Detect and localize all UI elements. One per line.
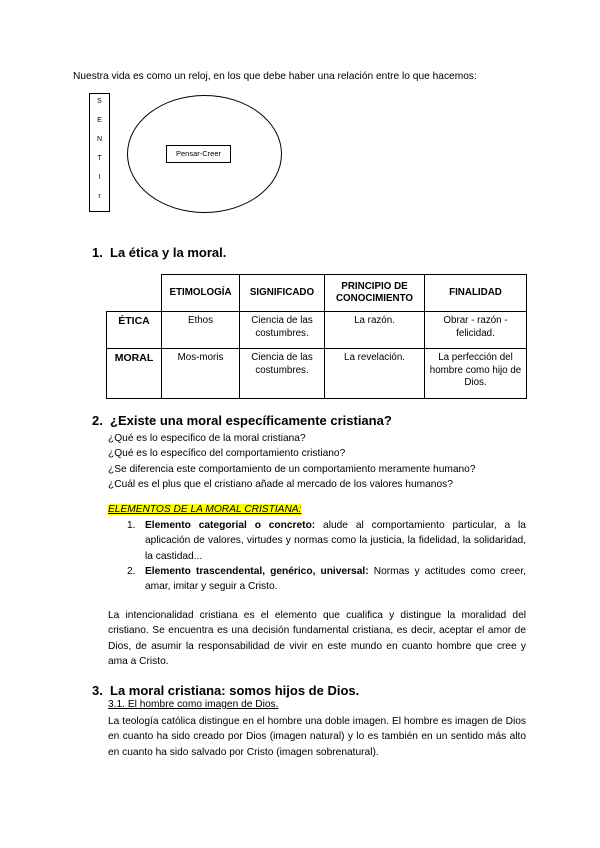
list-item-term: Elemento categorial o concreto: [145,520,316,531]
subsection-heading: 3.1. El hombre como imagen de Dios. [108,699,279,710]
table-header-row [107,275,527,312]
list-item-text: alude al comportamiento particular, a la aplicación de valores, virtudes y normas como la justicia, la fidelidad, la solidaridad, la castidad... [145,520,526,562]
table-corner-cell [107,275,162,312]
table-cell: La revelación. [325,349,425,399]
sentir-letter: N [96,136,103,143]
table-header-cell: FINALIDAD [425,275,527,312]
section-title: La ética y la moral. [110,245,227,260]
questions-list [108,431,476,492]
section-3-heading [92,683,359,698]
table-header-cell: SIGNIFICADO [240,275,325,312]
list-item [127,518,526,564]
list-item-number: 2. [127,566,136,577]
question-line: ¿Qué es lo específico del comportamiento cristiano? [108,448,346,460]
table-row [107,349,527,399]
list-item-number: 1. [127,520,136,531]
imagen-paragraph: La teología católica distingue en el hombre una doble imagen. El hombre es imagen de Dios en cuanto ha sido creado por Dios (imagen natural) y lo es también en un sentido más alto en cuanto ha sido salvado por Cristo (imagen sobrenatural). [108,716,526,758]
table-header-cell: ETIMOLOGÍA [162,275,240,312]
section-title: ¿Existe una moral específicamente cristiana? [110,413,392,428]
section-number: 1. [92,245,103,260]
table-row [107,312,527,349]
question-line: ¿Cuál es el plus que el cristiano añade al mercado de los valores humanos? [108,478,453,490]
table-cell: Mos-moris [162,349,240,399]
list-item-term: Elemento trascendental, genérico, universal: [145,566,369,577]
table-row-header: MORAL [107,349,162,399]
table-cell: Ciencia de las costumbres. [240,312,325,349]
table-cell: La perfección del hombre como hijo de Dios. [425,349,527,399]
table-cell: Ethos [162,312,240,349]
list-item-text: Normas y actitudes como creer, amar, imitar y seguir a Cristo. [145,566,526,593]
elementos-title: ELEMENTOS DE LA MORAL CRISTIANA: [108,504,302,515]
sentir-letter: r [98,193,101,200]
table-row-header: ÉTICA [107,312,162,349]
section-1-heading [92,245,226,260]
sentir-box [89,93,110,212]
intro-text: Nuestra vida es como un reloj, en los que debe haber una relación entre lo que hacemos: [73,71,477,82]
table-cell: La razón. [325,312,425,349]
sentir-letter: S [97,98,102,105]
question-line: ¿Se diferencia este comportamiento de un comportamiento meramente humano? [108,463,476,475]
question-line: ¿Qué es lo especifico de la moral cristiana? [108,433,306,444]
list-item [127,564,526,595]
section-number: 2. [92,413,103,428]
table-header-cell: PRINCIPIO DE CONOCIMIENTO [325,275,425,312]
pensar-creer-box: Pensar-Creer [166,145,231,163]
etica-moral-table [106,274,527,399]
table-cell: Obrar - razón - felicidad. [425,312,527,349]
sentir-letter: T [97,155,102,162]
table-cell: Ciencia de las costumbres. [240,349,325,399]
intencionalidad-paragraph: La intencionalidad cristiana es el elemento que cualifica y distingue la moralidad del cristiano. Se encuentra es una decisión fundamental cristiana, es decir, aceptar el amor de Dios, de asumir la responsabilidad de vivir en este mundo en cuanto hombre que cree y ama a Cristo. [108,610,526,667]
sentir-letter: I [98,174,101,181]
section-title: La moral cristiana: somos hijos de Dios. [110,683,360,698]
sentir-letter: E [97,117,102,124]
section-number: 3. [92,683,103,698]
section-2-heading [92,413,392,428]
